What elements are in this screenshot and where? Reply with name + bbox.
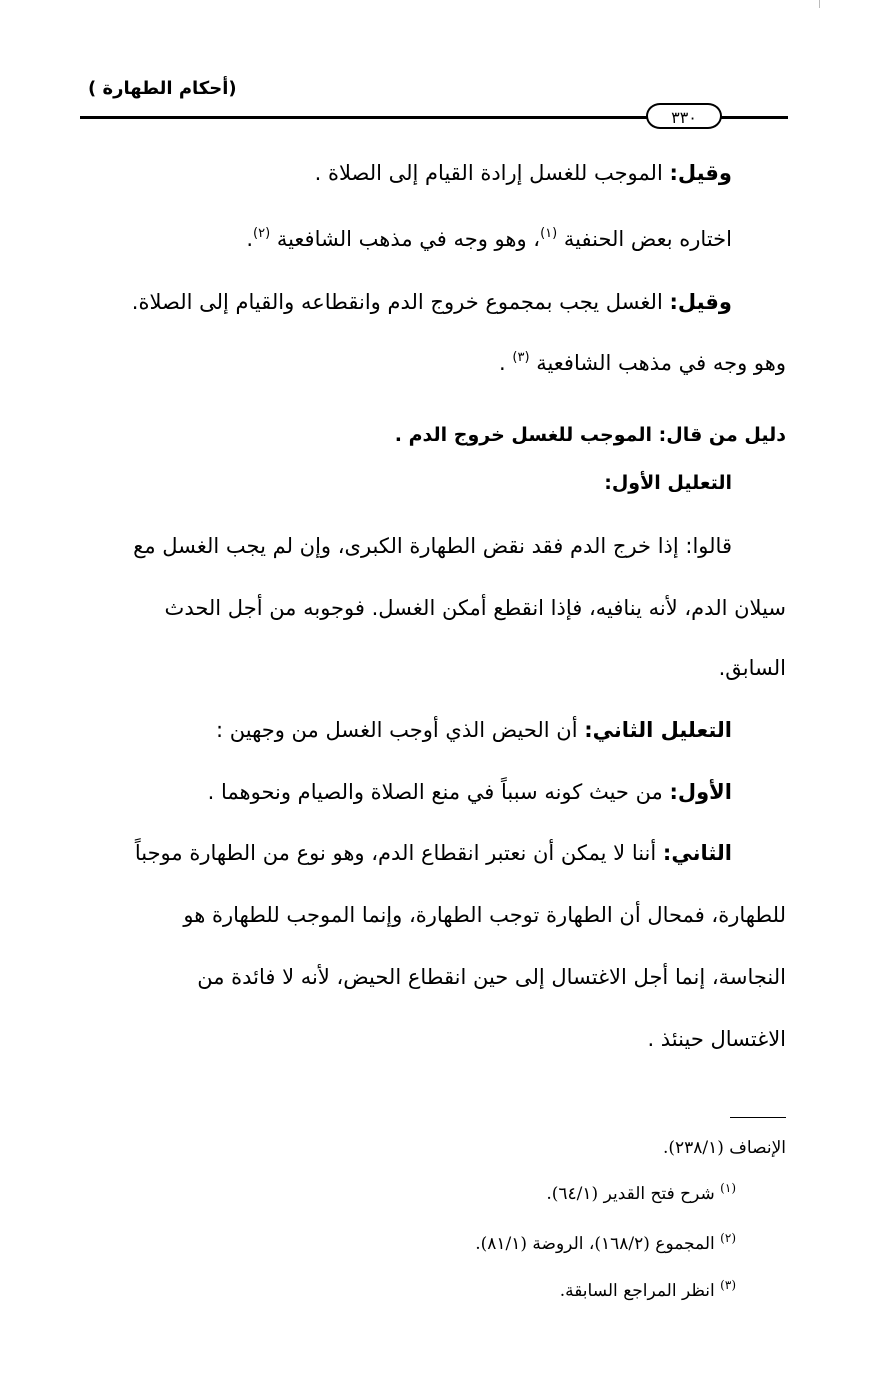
running-header-title: (أحكام الطهارة ) [88,78,237,99]
text-line-4 [78,348,786,378]
label-second-reason: التعليل الثاني: [584,718,732,742]
paragraph-2-line-1 [78,715,786,745]
page-number: ٣٣٠ [646,103,722,129]
footnote-2 [78,1232,786,1256]
label-qil: وقيل: [669,290,732,314]
paragraph-4-line-4: الاغتسال حينئذ . [647,1027,786,1051]
paragraph-1-line-3: السابق. [718,656,786,680]
footnote-rule [730,1117,786,1118]
paragraph-4-line-3: النجاسة، إنما أجل الاغتسال إلى حين انقطاع الحيض، لأنه لا فائدة من [197,965,786,989]
text-span: . [499,351,513,375]
paragraph-3-line-1 [78,777,786,807]
text-line-2 [78,224,786,254]
label-first: الأول: [669,780,732,804]
footnote-ref-2[interactable]: (٢) [253,226,271,241]
label-qil: وقيل: [669,161,732,185]
paragraph-4-line-1 [78,838,786,868]
text-span: أننا لا يمكن أن نعتبر انقطاع الدم، وهو نوع من الطهارة موجباً [134,841,663,865]
footnote-text: شرح فتح القدير (٦٤/١). [546,1184,721,1204]
footnote-ref-3[interactable]: (٣) [512,350,530,365]
text-span: وهو وجه في مذهب الشافعية [529,351,786,375]
footnote-3 [78,1279,786,1303]
scan-mark [819,0,820,8]
subheading-first-reason: التعليل الأول: [604,472,732,494]
paragraph-4-line-2: للطهارة، فمحال أن الطهارة توجب الطهارة، وإنما الموجب للطهارة هو [183,903,786,927]
text-span: الموجب للغسل إرادة القيام إلى الصلاة . [314,161,670,185]
text-span: ، وهو وجه في مذهب الشافعية [270,227,541,251]
section-heading: دليل من قال: الموجب للغسل خروج الدم . [394,424,786,446]
footnote-continuation: الإنصاف (٢٣٨/١). [662,1138,786,1158]
footnote-ref-1[interactable]: (١) [540,226,558,241]
label-second: الثاني: [662,841,732,865]
text-span: . [246,227,254,251]
footnote-text: المجموع (١٦٨/٢)، الروضة (٨١/١). [475,1234,721,1254]
text-line-3 [78,287,786,317]
paragraph-1-line-2: سيلان الدم، لأنه ينافيه، فإذا انقطع أمكن الغسل. فوجوبه من أجل الحدث [164,596,786,620]
text-span: أن الحيض الذي أوجب الغسل من وجهين : [216,718,585,742]
footnote-text: انظر المراجع السابقة. [559,1281,721,1301]
text-span: الغسل يجب بمجموع خروج الدم وانقطاعه والقيام إلى الصلاة. [131,290,670,314]
text-line-1 [78,158,786,188]
footnote-1 [78,1182,786,1206]
text-span: اختاره بعض الحنفية [557,227,732,251]
paragraph-1-line-1: قالوا: إذا خرج الدم فقد نقض الطهارة الكبرى، وإن لم يجب الغسل مع [133,534,732,558]
footnote-3-marker: (٣) [720,1278,736,1292]
footnote-1-marker: (١) [720,1181,736,1195]
text-span: من حيث كونه سبباً في منع الصلاة والصيام ونحوهما . [207,780,670,804]
footnote-2-marker: (٢) [720,1231,736,1245]
